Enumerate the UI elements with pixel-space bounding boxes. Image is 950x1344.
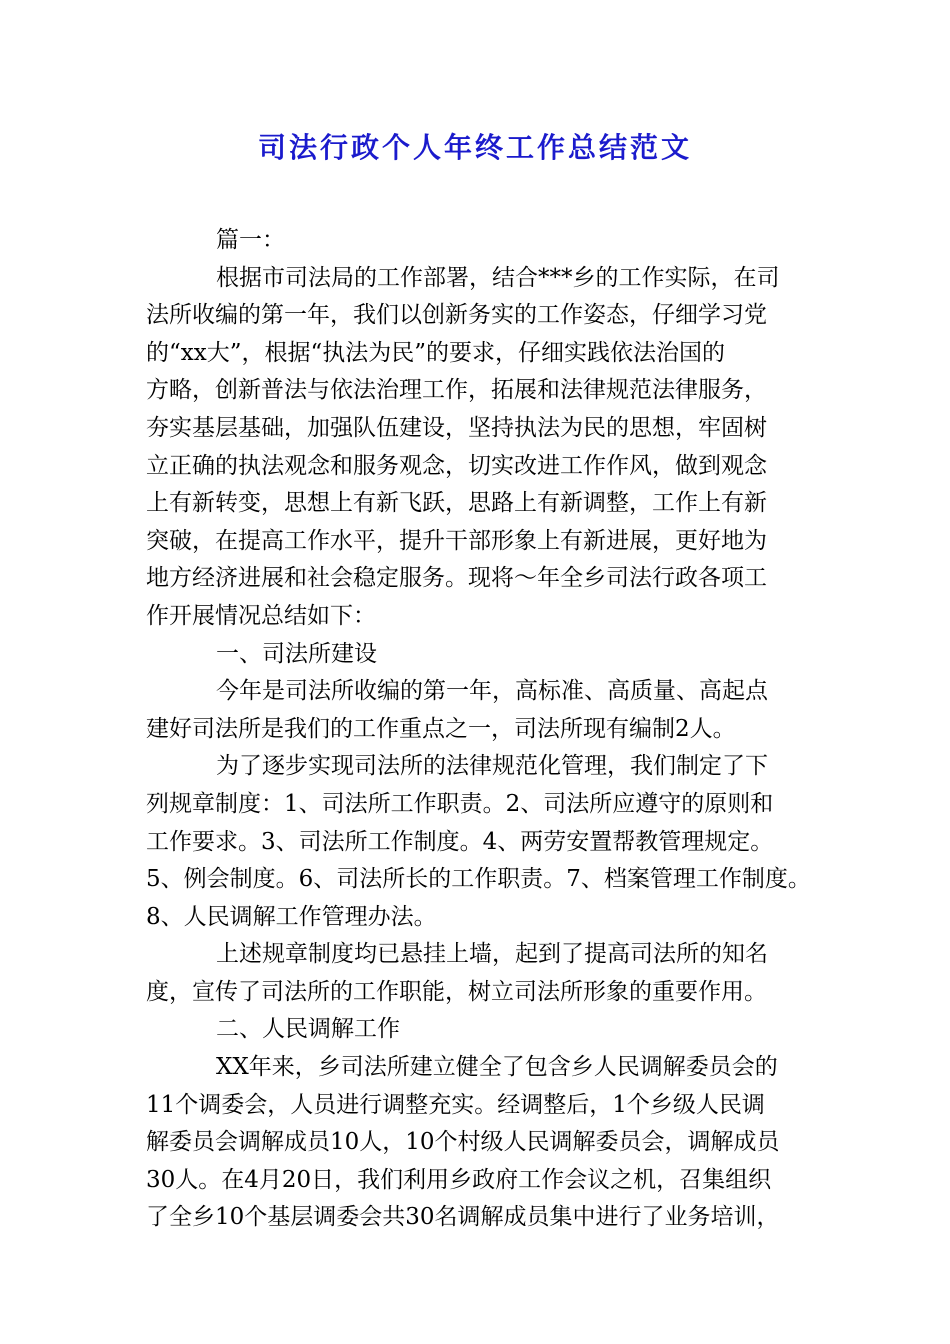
- text-line: 上有新转变，思想上有新飞跃，思路上有新调整，工作上有新: [146, 490, 767, 517]
- text-line: 夯实基层基础，加强队伍建设，坚持执法为民的思想，牢固树: [146, 414, 767, 441]
- text-line: 方略，创新普法与依法治理工作，拓展和法律规范法律服务，: [146, 377, 767, 404]
- text-line: XX年来，乡司法所建立健全了包含乡人民调解委员会的: [216, 1054, 778, 1081]
- text-line: 根据市司法局的工作部署，结合***乡的工作实际，在司: [216, 264, 780, 291]
- text-line: 地方经济进展和社会稳定服务。现将～年全乡司法行政各项工: [146, 565, 767, 592]
- text-line: 二、人民调解工作: [216, 1016, 400, 1043]
- text-line: 工作要求。3、司法所工作制度。4、两劳安置帮教管理规定。: [146, 828, 774, 855]
- text-line: 作开展情况总结如下：: [146, 602, 376, 629]
- text-line: 今年是司法所收编的第一年，高标准、高质量、高起点: [216, 678, 768, 705]
- text-line: 30人。在4月20日，我们利用乡政府工作会议之机，召集组织: [146, 1166, 772, 1193]
- text-line: 解委员会调解成员10人，10个村级人民调解委员会，调解成员: [146, 1129, 780, 1156]
- text-line: 法所收编的第一年，我们以创新务实的工作姿态，仔细学习党: [146, 302, 767, 329]
- text-line: 度，宣传了司法所的工作职能，树立司法所形象的重要作用。: [146, 978, 767, 1005]
- text-line: 11个调委会，人员进行调整充实。经调整后，1个乡级人民调: [146, 1091, 765, 1118]
- document-body: [146, 222, 826, 1237]
- text-line: 的“xx大”，根据“执法为民”的要求，仔细实践依法治国的: [146, 339, 725, 366]
- text-line: 8、人民调解工作管理办法。: [146, 903, 437, 930]
- text-line: 了全乡10个基层调委会共30名调解成员集中进行了业务培训，: [146, 1204, 780, 1231]
- text-line: 立正确的执法观念和服务观念，切实改进工作作风，做到观念: [146, 452, 767, 479]
- document-title: 司法行政个人年终工作总结范文: [257, 131, 692, 164]
- text-line: 上述规章制度均已悬挂上墙，起到了提高司法所的知名: [216, 941, 768, 968]
- text-line: 列规章制度：1、司法所工作职责。2、司法所应遵守的原则和: [146, 790, 774, 817]
- text-line: 为了逐步实现司法所的法律规范化管理，我们制定了下: [216, 753, 768, 780]
- text-line: 篇一：: [216, 227, 285, 253]
- text-line: 一、司法所建设: [216, 640, 377, 667]
- text-line: 建好司法所是我们的工作重点之一，司法所现有编制2人。: [146, 715, 736, 742]
- text-line: 突破，在提高工作水平，提升干部形象上有新进展，更好地为: [146, 527, 767, 554]
- text-line: 5、例会制度。6、司法所长的工作职责。7、档案管理工作制度。: [146, 866, 811, 893]
